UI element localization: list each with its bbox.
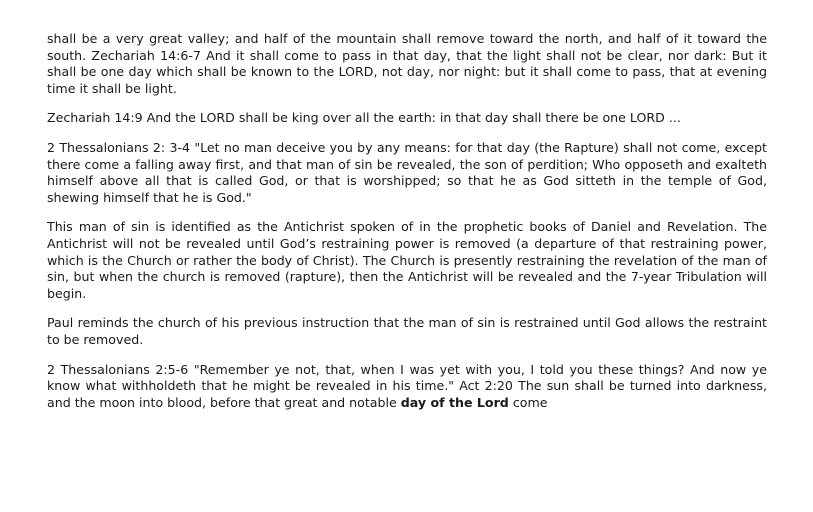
paragraph-zechariah-14-6: shall be a very great valley; and half of the mountain shall remove toward the north, and half of it toward the south. Zechariah 14:6-7 And it shall come to pass in that day, that the light shall not be clear, nor dark: But it shall be one day which shall be known to the LORD, not day, nor night: but it shall come to pass, that at evening time it shall be light. [47,31,767,96]
paragraph-zechariah-14-9: Zechariah 14:9 And the LORD shall be king over all the earth: in that day shall there be one LORD ... [47,110,681,126]
paragraph-2-thessalonians-2-3: 2 Thessalonians 2: 3-4 "Let no man deceive you by any means: for that day (the Rapture) shall not come, except there come a falling away first, and that man of sin be revealed, the son of perdition; Who opposeth and exalteth himself above all that is called God, or that is worshipped; so that he as God sitteth in the temple of God, shewing himself that he is God." [47,139,767,205]
day-of-the-lord-bold: day of the Lord [400,394,509,410]
paragraph-tail: come [508,394,548,410]
paragraph-paul-reminds: Paul reminds the church of his previous instruction that the man of sin is restrained until God allows the restraint to be removed. [47,315,767,347]
document-body [47,31,767,411]
paragraph-antichrist: This man of sin is identified as the Antichrist spoken of in the prophetic books of Daniel and Revelation. The Antichrist will not be revealed until God’s restraining power is removed (a departure of that restraining power, which is the Church or rather the body of Christ). The Church is presently restraining the revelation of the man of sin, but when the church is removed (rapture), then the Antichrist will be revealed and the 7-year Tribulation will begin. [47,219,767,301]
paragraph-2-thessalonians-2-5 [47,362,767,412]
paragraph-2-thessalonians-2-5-text: 2 Thessalonians 2:5-6 "Remember ye not, that, when I was yet with you, I told you these things? And now ye know what withholdeth that he might be revealed in his time." Act 2:20 The sun shall be turned into darkness, and the moon into blood, before that great and notable [47,361,767,410]
